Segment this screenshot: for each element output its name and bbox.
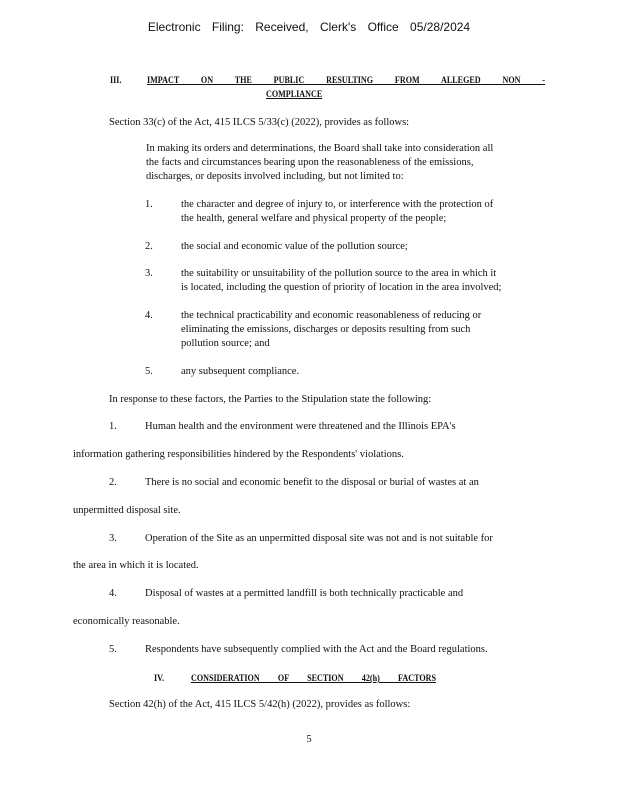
electronic-filing-header: Electronic Filing: Received, Clerk's Office 05/28/2024 xyxy=(147,20,471,34)
response-intro: In response to these factors, the Parties to the Stipulation state the following: xyxy=(109,394,432,405)
factor-4-line-3: pollution source; and xyxy=(181,338,270,349)
response-1-line-2: information gathering responsibilities hindered by the Respondents' violations. xyxy=(73,449,404,460)
section-4-title: CONSIDERATION OF SECTION 42(h) FACTORS xyxy=(191,673,436,683)
factor-3-number: 3. xyxy=(145,268,153,279)
quote-line-3: discharges, or deposits involved including, but not limited to: xyxy=(146,171,404,182)
response-2-line-2: unpermitted disposal site. xyxy=(73,505,181,516)
section-42h-intro: Section 42(h) of the Act, 415 ILCS 5/42(h) (2022), provides as follows: xyxy=(109,699,411,710)
section-33c-intro: Section 33(c) of the Act, 415 ILCS 5/33(c) (2022), provides as follows: xyxy=(109,117,410,128)
response-4-number: 4. xyxy=(109,588,117,599)
response-2-number: 2. xyxy=(109,477,117,488)
response-3-line-1: Operation of the Site as an unpermitted disposal site was not and is not suitable for xyxy=(145,533,493,544)
response-3-number: 3. xyxy=(109,533,117,544)
section-3-title-line1: IMPACT ON THE PUBLIC RESULTING FROM ALLEGED NON - xyxy=(147,75,545,85)
section-3-title-line2: COMPLIANCE xyxy=(266,89,323,99)
factor-4-line-2: eliminating the emissions, discharges or deposits resulting from such xyxy=(181,324,471,335)
factor-4-number: 4. xyxy=(145,310,153,321)
factor-2-line-1: the social and economic value of the pollution source; xyxy=(181,241,408,252)
response-2-line-1: There is no social and economic benefit to the disposal or burial of wastes at an xyxy=(145,477,479,488)
response-1-line-1: Human health and the environment were threatened and the Illinois EPA's xyxy=(145,421,456,432)
factor-3-line-1: the suitability or unsuitability of the pollution source to the area in which it xyxy=(181,268,497,279)
response-5-number: 5. xyxy=(109,644,117,655)
factor-1-line-2: the health, general welfare and physical property of the people; xyxy=(181,213,447,224)
factor-1-number: 1. xyxy=(145,199,153,210)
section-4-number: IV. xyxy=(154,673,164,683)
response-5-line-1: Respondents have subsequently complied with the Act and the Board regulations. xyxy=(145,644,488,655)
factor-2-number: 2. xyxy=(145,241,153,252)
response-4-line-2: economically reasonable. xyxy=(73,616,180,627)
factor-1-line-1: the character and degree of injury to, or interference with the protection of xyxy=(181,199,494,210)
response-3-line-2: the area in which it is located. xyxy=(73,560,199,571)
factor-5-number: 5. xyxy=(145,366,153,377)
factor-3-line-2: is located, including the question of priority of location in the area involved; xyxy=(181,282,502,293)
quote-line-2: the facts and circumstances bearing upon the reasonableness of the emissions, xyxy=(146,157,474,168)
response-1-number: 1. xyxy=(109,421,117,432)
factor-4-line-1: the technical practicability and economic reasonableness of reducing or xyxy=(181,310,482,321)
factor-5-line-1: any subsequent compliance. xyxy=(181,366,300,377)
response-4-line-1: Disposal of wastes at a permitted landfill is both technically practicable and xyxy=(145,588,464,599)
page-number: 5 xyxy=(306,734,312,745)
section-3-number: III. xyxy=(110,75,122,85)
quote-line-1: In making its orders and determinations, the Board shall take into consideration all xyxy=(146,143,494,154)
